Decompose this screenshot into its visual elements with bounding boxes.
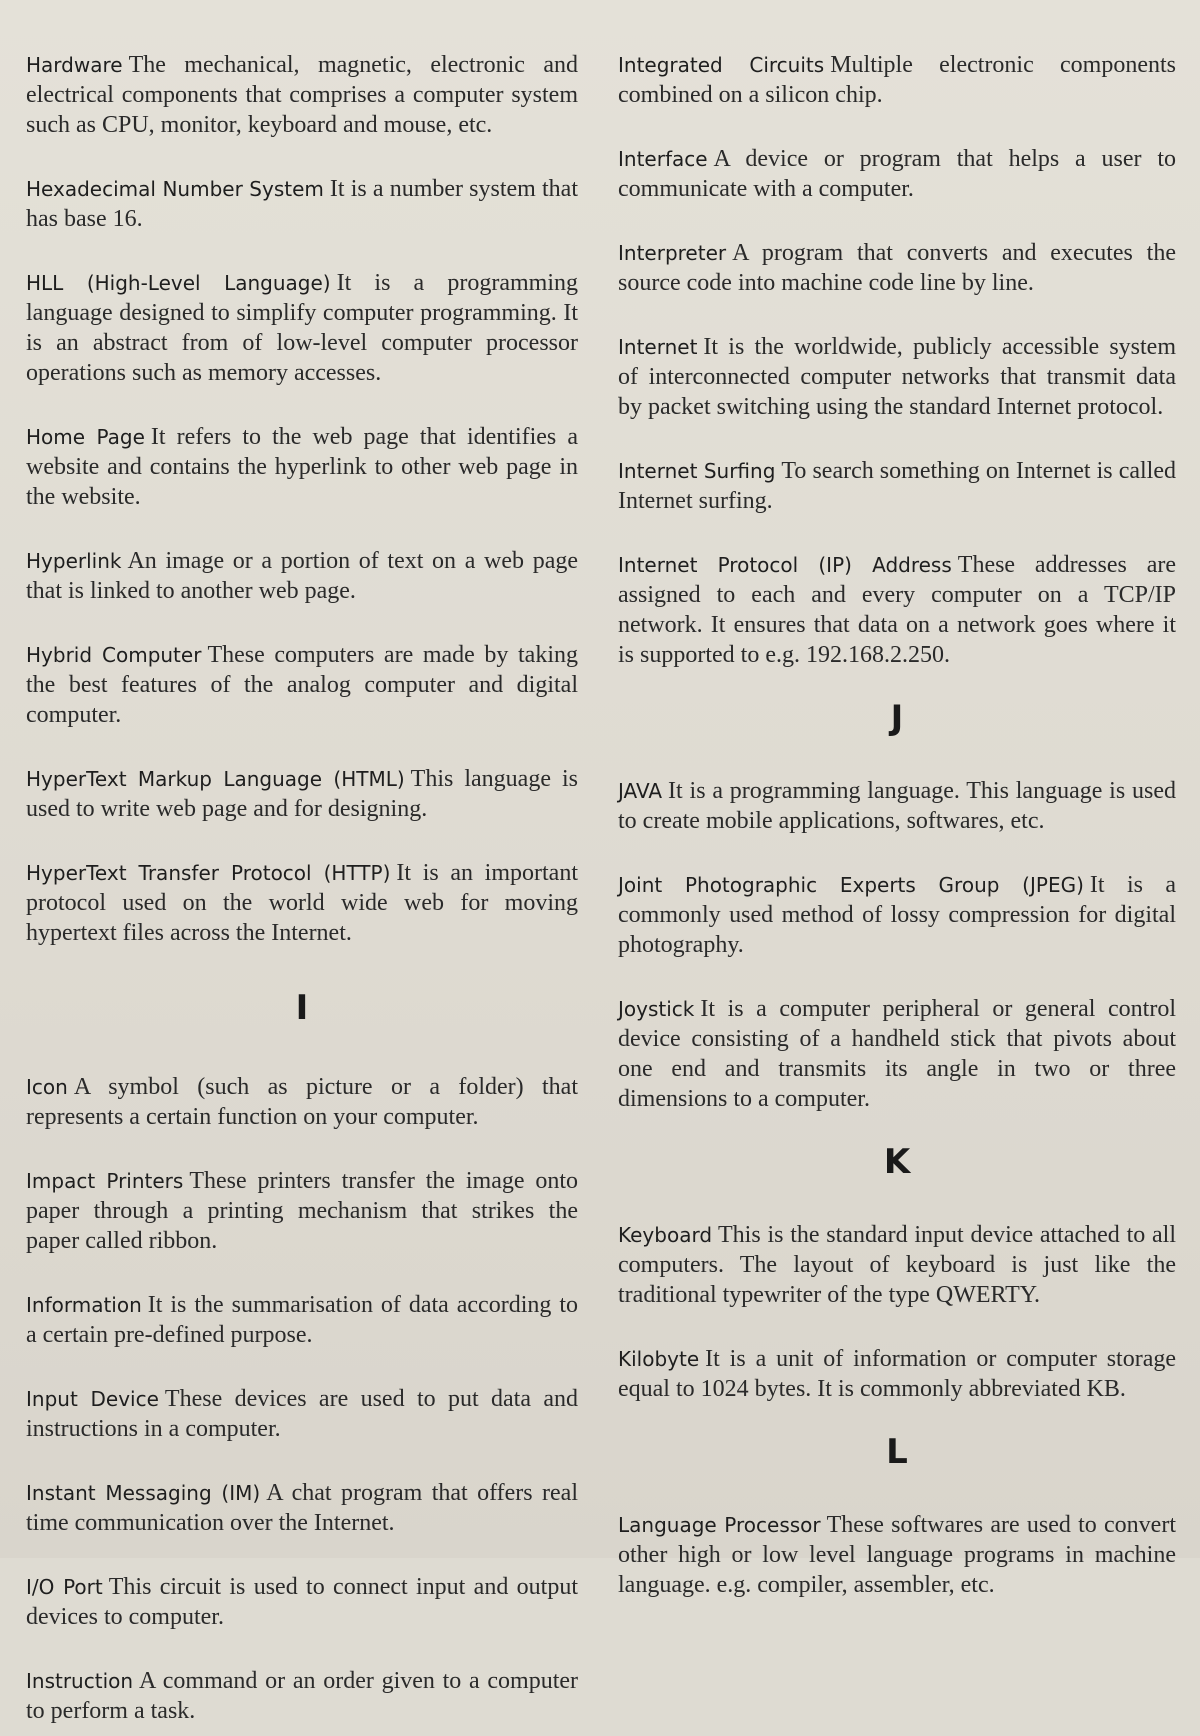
glossary-entry-hardware	[26, 50, 578, 140]
entry-definition: The mechanical, magnetic, electronic and electrical components that comprises a computer system such as CPU, monitor, keyboard and mouse, etc.	[26, 52, 578, 138]
glossary-entry-http	[26, 858, 578, 948]
entry-term: Internet Protocol (IP) Address	[618, 553, 952, 577]
glossary-entry-jpeg	[618, 870, 1176, 960]
section-letter-i: I	[295, 988, 309, 1028]
entry-definition: This circuit is used to connect input and output devices to computer.	[26, 1574, 579, 1630]
entry-term: Icon	[26, 1075, 68, 1099]
entry-definition: An image or a portion of text on a web page that is linked to another web page.	[26, 548, 578, 604]
glossary-entry-instant-messaging	[26, 1478, 578, 1538]
entry-definition: It is a commonly used method of lossy compression for digital photography.	[618, 872, 1176, 958]
entry-term: Instant Messaging (IM)	[26, 1481, 261, 1505]
section-letter-k: K	[883, 1142, 911, 1182]
entry-definition: A program that converts and executes the source code into machine code line by line.	[618, 240, 1176, 296]
glossary-entry-impact-printers	[26, 1166, 578, 1256]
entry-definition: This language is used to write web page and for designing.	[26, 766, 578, 822]
entry-term: Hybrid Computer	[26, 643, 202, 667]
entry-definition: These softwares are used to convert other high or low level language programs in machine language. e.g. compiler, assembler, etc.	[618, 1512, 1176, 1598]
entry-definition: It is a number system that has base 16.	[26, 176, 578, 232]
entry-definition: Multiple electronic components combined on a silicon chip.	[618, 52, 1177, 108]
entry-definition: This is the standard input device attached to all computers. The layout of keyboard is just like the traditional typewriter of the type QWERTY.	[618, 1222, 1176, 1308]
right-column	[618, 26, 1176, 1610]
entry-definition: A device or program that helps a user to communicate with a computer.	[618, 146, 1176, 202]
glossary-entry-joystick	[618, 994, 1176, 1114]
section-letter-l: L	[886, 1432, 908, 1472]
entry-definition: It is the summarisation of data according to a certain pre-defined purpose.	[26, 1292, 578, 1348]
glossary-entry-home-page	[26, 422, 578, 512]
entry-term: Kilobyte	[618, 1347, 700, 1371]
entry-term: Instruction	[26, 1669, 134, 1693]
glossary-entry-information	[26, 1290, 578, 1350]
entry-definition: It is an important protocol used on the world wide web for moving hypertext files across the Internet.	[26, 860, 578, 946]
glossary-entry-instruction	[26, 1666, 578, 1726]
entry-term: JAVA	[618, 779, 663, 803]
entry-term: Joystick	[618, 997, 695, 1021]
glossary-entry-language-processor	[618, 1510, 1176, 1600]
entry-term: I/O Port	[26, 1575, 103, 1599]
glossary-entry-ip-address	[618, 550, 1176, 670]
entry-definition: These addresses are assigned to each and every computer on a TCP/IP network. It ensures that data on a network goes where it is supported to e.g. 192.168.2.250.	[618, 552, 1177, 668]
entry-definition: These printers transfer the image onto paper through a printing mechanism that strikes the paper called ribbon.	[26, 1168, 578, 1254]
entry-definition: A symbol (such as picture or a folder) that represents a certain function on your computer.	[26, 1074, 578, 1130]
section-letter-j: J	[890, 698, 904, 738]
glossary-entry-keyboard	[618, 1220, 1176, 1310]
entry-term: Integrated Circuits	[618, 53, 825, 77]
glossary-entry-java	[618, 776, 1176, 836]
entry-definition: It is a programming language designed to simplify computer programming. It is an abstract from of low-level computer processor operations such as memory accesses.	[26, 270, 578, 386]
entry-definition: To search something on Internet is called Internet surfing.	[618, 458, 1176, 514]
glossary-entry-integrated-circuits	[618, 50, 1176, 110]
entry-term: HyperText Transfer Protocol (HTTP)	[26, 861, 391, 885]
entry-definition: It is the worldwide, publicly accessible system of interconnected computer networks that transmit data by packet switching using the standard Internet protocol.	[618, 334, 1176, 420]
entry-term: HLL (High-Level Language)	[26, 271, 331, 295]
entry-definition: These devices are used to put data and instructions in a computer.	[26, 1386, 578, 1442]
entry-definition: It refers to the web page that identifies a website and contains the hyperlink to other web page in the website.	[26, 424, 578, 510]
entry-definition: These computers are made by taking the best features of the analog computer and digital computer.	[26, 642, 578, 728]
glossary-entry-kilobyte	[618, 1344, 1176, 1404]
glossary-entry-internet-surfing	[618, 456, 1176, 516]
glossary-entry-html	[26, 764, 578, 824]
entry-definition: It is a unit of information or computer storage equal to 1024 bytes. It is commonly abbreviated KB.	[618, 1346, 1176, 1402]
entry-term: Hexadecimal Number System	[26, 177, 324, 201]
entry-term: Home Page	[26, 425, 145, 449]
entry-term: Hyperlink	[26, 549, 122, 573]
entry-definition: A command or an order given to a computer to perform a task.	[26, 1668, 578, 1724]
glossary-entry-hll	[26, 268, 578, 388]
glossary-entry-icon	[26, 1072, 578, 1132]
entry-term: Information	[26, 1293, 142, 1317]
glossary-entry-hyperlink	[26, 546, 578, 606]
entry-term: Internet	[618, 335, 698, 359]
glossary-entry-hybrid-computer	[26, 640, 578, 730]
entry-term: Interface	[618, 147, 708, 171]
entry-term: Keyboard	[618, 1223, 713, 1247]
entry-term: Internet Surfing	[618, 459, 776, 483]
glossary-entry-input-device	[26, 1384, 578, 1444]
entry-term: Joint Photographic Experts Group (JPEG)	[618, 873, 1084, 897]
glossary-entry-hexadecimal	[26, 174, 578, 234]
entry-term: HyperText Markup Language (HTML)	[26, 767, 405, 791]
entry-term: Impact Printers	[26, 1169, 184, 1193]
glossary-entry-interface	[618, 144, 1176, 204]
left-column	[26, 26, 578, 1736]
entry-term: Hardware	[26, 53, 123, 77]
glossary-entry-interpreter	[618, 238, 1176, 298]
glossary-entry-io-port	[26, 1572, 578, 1632]
entry-term: Language Processor	[618, 1513, 821, 1537]
entry-definition: It is a computer peripheral or general control device consisting of a handheld stick that pivots about one end and transmits its angle in two or three dimensions to a computer.	[618, 996, 1176, 1112]
entry-term: Interpreter	[618, 241, 727, 265]
entry-definition: It is a programming language. This language is used to create mobile applications, softwares, etc.	[618, 778, 1176, 834]
entry-definition: A chat program that offers real time communication over the Internet.	[26, 1480, 578, 1536]
entry-term: Input Device	[26, 1387, 159, 1411]
glossary-entry-internet	[618, 332, 1176, 422]
